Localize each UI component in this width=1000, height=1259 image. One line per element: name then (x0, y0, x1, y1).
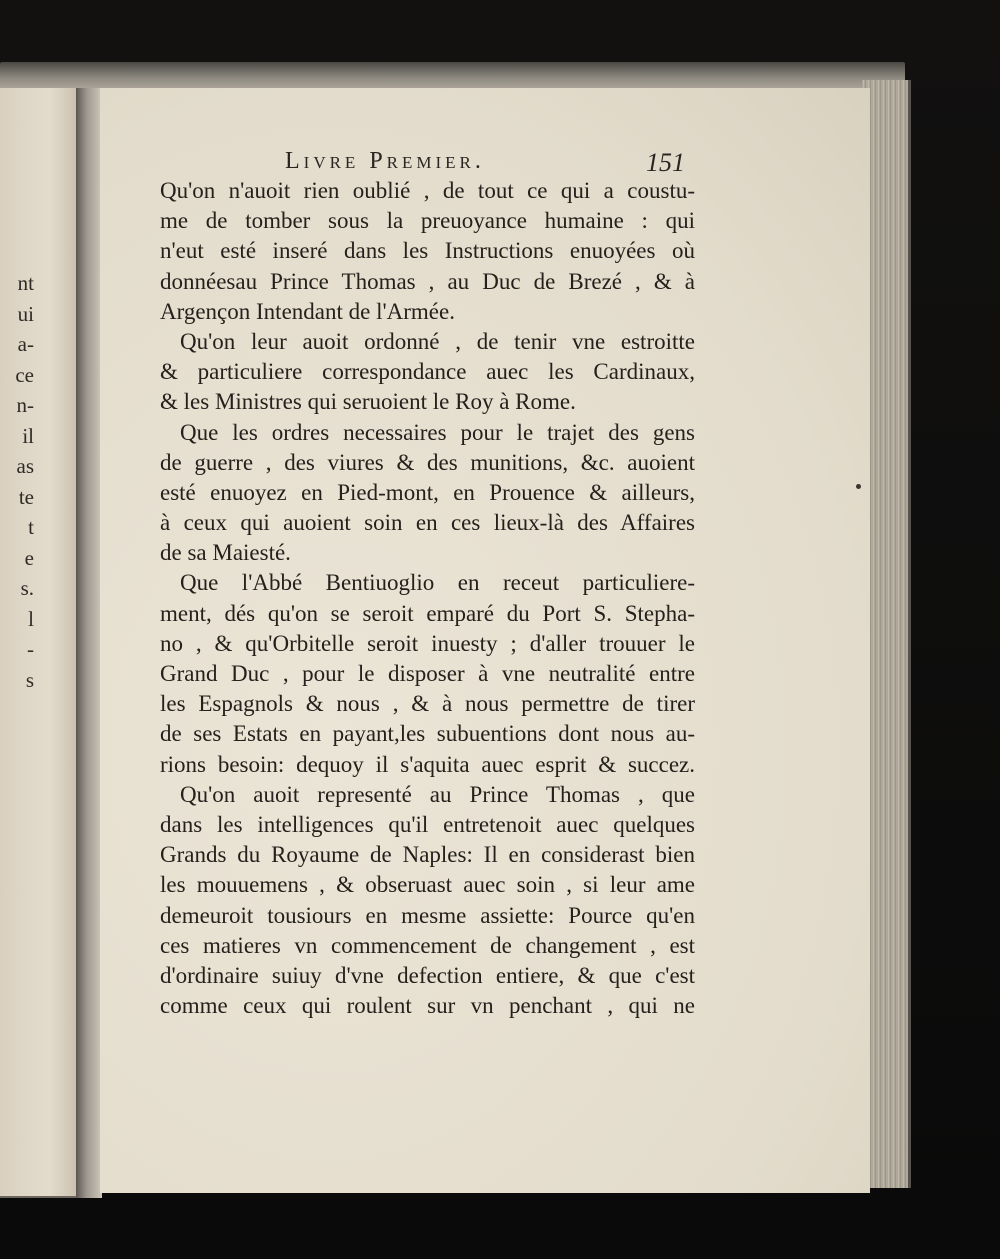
left-fragment: t (28, 515, 34, 539)
text-line: dans les intelligences qu'il entretenoit auec quelques (160, 811, 695, 837)
left-fragment: ce (15, 362, 34, 387)
left-fragment: l (28, 606, 34, 631)
left-fragment: as (16, 454, 34, 478)
left-fragment: - (27, 637, 34, 661)
page-body (160, 176, 695, 1021)
text-line: demeuroit tousiours en mesme assiette: Pource qu'en (160, 902, 695, 928)
text-line: de ses Estats en payant,les subuentions dont nous au- (160, 721, 695, 747)
text-line: de guerre , des viures & des munitions, &c. auoient (160, 449, 695, 475)
text-line: esté enuoyez en Pied-mont, en Prouence & ailleurs, (160, 479, 695, 505)
left-fragment: s. (20, 576, 34, 600)
text-line: Grand Duc , pour le disposer à vne neutralité entre (160, 661, 695, 686)
spine-gutter (76, 88, 102, 1198)
left-fragment: te (18, 484, 34, 509)
text-line: Que l'Abbé Bentiuoglio en receut particuliere- (180, 570, 695, 596)
text-line: & particuliere correspondance auec les Cardinaux, (160, 359, 695, 385)
text-line: Qu'on leur auoit ordonné , de tenir vne estroitte (180, 328, 695, 354)
text-line: Qu'on n'auoit rien oublié , de tout ce qui a coustu- (160, 178, 695, 203)
text-line: n'eut esté inseré dans les Instructions enuoyées où (160, 238, 695, 264)
text-line: ment, dés qu'on se seroit emparé du Port S. Stepha- (160, 600, 695, 626)
text-line: donnéesau Prince Thomas , au Duc de Brezé , & à (160, 268, 695, 294)
text-line: de sa Maiesté. (160, 540, 291, 566)
ink-speck (856, 484, 861, 489)
page-number: 151 (646, 148, 685, 177)
text-line: no , & qu'Orbitelle seroit inuesty ; d'aller trouuer le (160, 630, 695, 656)
text-line: Que les ordres necessaires pour le trajet des gens (180, 419, 695, 445)
text-line: à ceux qui auoient soin en ces lieux-là des Affaires (160, 510, 695, 536)
left-fragment: e (24, 545, 34, 570)
text-line: & les Ministres qui seruoient le Roy à Rome. (160, 389, 576, 415)
text-line: ces matieres vn commencement de changement , est (160, 932, 695, 958)
text-line: comme ceux qui roulent sur vn penchant , qui ne (160, 993, 695, 1019)
text-line: rions besoin: dequoy il s'aquita auec esprit & succez. (160, 751, 695, 777)
left-page (0, 88, 82, 1198)
running-head: Livre Premier. (285, 148, 485, 174)
text-line: me de tomber sous la preuoyance humaine : qui (160, 208, 695, 234)
left-fragment: s (25, 667, 34, 692)
text-line: les Espagnols & nous , & à nous permettre de tirer (160, 691, 695, 717)
text-line: les mouuemens , & obseruast auec soin , si leur ame (160, 872, 695, 898)
text-line: Qu'on auoit representé au Prince Thomas , que (180, 781, 695, 807)
left-fragment: n- (16, 393, 34, 417)
left-fragment: ui (17, 301, 34, 326)
text-line: d'ordinaire suiuy d'vne defection entiere, & que c'est (160, 962, 695, 988)
text-line: Grands du Royaume de Naples: Il en considerast bien (160, 842, 695, 868)
left-fragment: nt (17, 271, 34, 295)
text-line: Argençon Intendant de l'Armée. (160, 298, 455, 324)
left-page-text-fragments (0, 268, 34, 695)
left-fragment: il (22, 423, 34, 448)
left-fragment: a- (17, 332, 34, 356)
